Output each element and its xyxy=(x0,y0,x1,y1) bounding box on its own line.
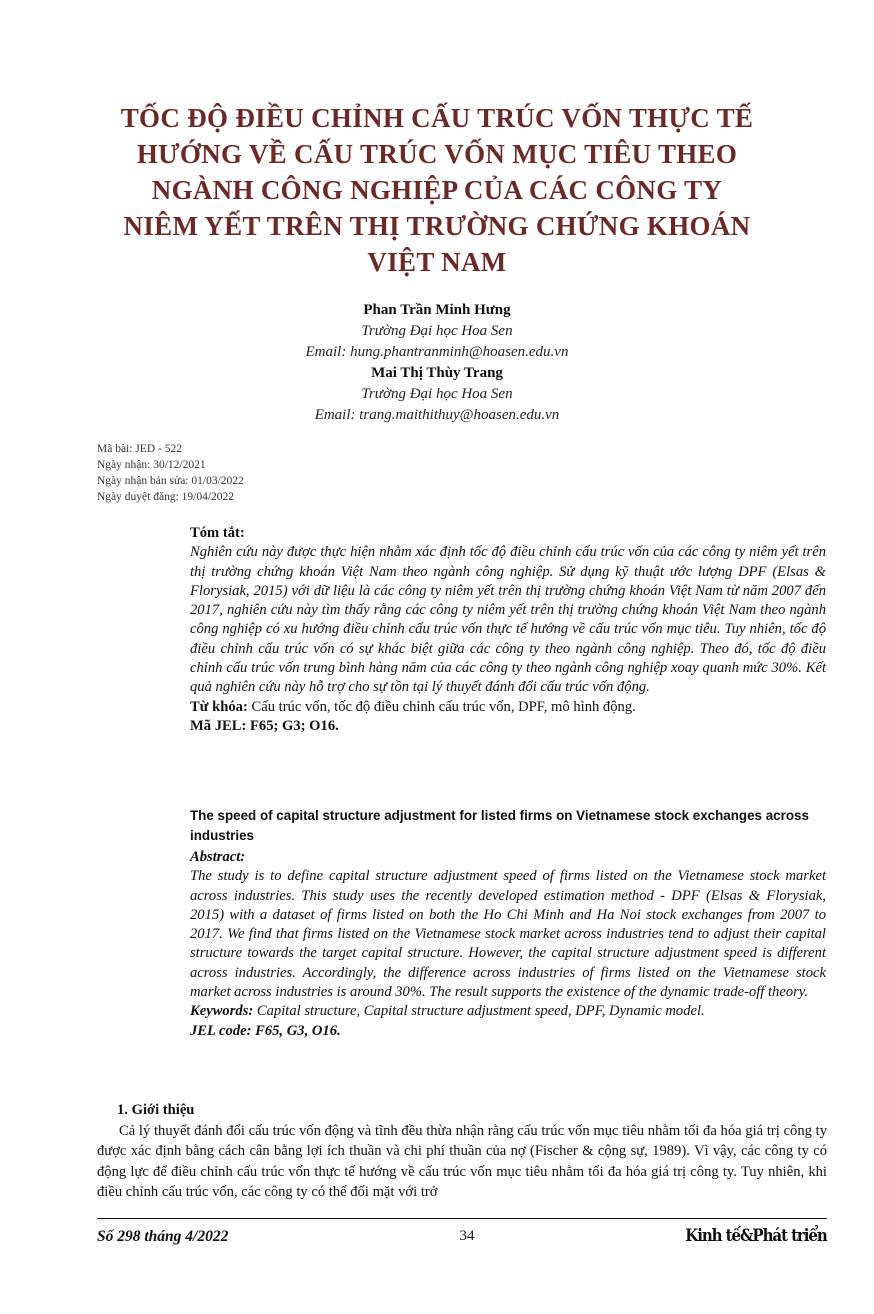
keywords xyxy=(190,699,636,715)
page-footer xyxy=(97,1228,827,1254)
section-heading: 1. Giới thiệu xyxy=(117,1102,195,1118)
abstract-vietnamese xyxy=(190,524,826,736)
author-affiliation: Trường Đại học Hoa Sen xyxy=(361,386,513,402)
abstract-english xyxy=(190,806,826,1041)
paragraph: Cả lý thuyết đánh đổi cấu trúc vốn động và tĩnh đều thừa nhận rằng cấu trúc vốn mục tiêu nhằm tối đa hóa giá trị công ty được xác định bằng cách cân bằng lợi ích thuần và chi phí thuần của nợ (Fischer & cộng sự, 1989). Vì vậy, các công ty có động lực để điều chỉnh cấu trúc vốn thực tế hướng về cấu trúc vốn mục tiêu nhằm tối đa hóa giá trị công ty. Tuy nhiên, khi điều chỉnh cấu trúc vốn, các công ty có thể đối mặt với trở xyxy=(97,1122,827,1200)
author-email: Email: trang.maithithuy@hoasen.edu.vn xyxy=(314,407,560,423)
keywords-text: Capital structure, Capital structure adjustment speed, DPF, Dynamic model. xyxy=(253,1003,705,1020)
title-line: TỐC ĐỘ ĐIỀU CHỈNH CẤU TRÚC VỐN THỰC TẾ xyxy=(120,103,754,133)
jel-code: Mã JEL: F65; G3; O16. xyxy=(190,717,339,734)
date-revised: Ngày nhận bản sửa: 01/03/2022 xyxy=(97,475,244,487)
author-name: Mai Thị Thùy Trang xyxy=(371,365,503,381)
keywords-label: Từ khóa: xyxy=(190,698,248,715)
article-title xyxy=(90,100,784,280)
abstract-body: Nghiên cứu này được thực hiện nhằm xác định tốc độ điều chỉnh cấu trúc vốn của các công ty niêm yết trên thị trường chứng khoán Việt Nam theo ngành công nghiệp. Sử dụng kỹ thuật ước lượng DPF (Elsas & Florysiak, 2015) với dữ liệu là các công ty niêm yết trên thị trường chứng khoán Việt Nam từ năm 2007 đến 2017, nghiên cứu này tìm thấy rằng các công ty niêm yết trên thị trường chứng khoán Việt Nam theo ngành công nghiệp có xu hướng điều chỉnh cấu trúc vốn thực tế hướng về cấu trúc vốn mục tiêu. Tuy nhiên, tốc độ điều chỉnh cấu trúc vốn có sự khác biệt giữa các công ty theo ngành công nghiệp. Theo đó, tốc độ điều chỉnh cấu trúc vốn trung bình hàng năm của các công ty theo ngành công nghiệp xoay quanh mức 30%. Kết quả nghiên cứu này hỗ trợ cho sự tồn tại lý thuyết đánh đổi cấu trúc vốn động. xyxy=(190,544,826,696)
author-email: Email: hung.phantranminh@hoasen.edu.vn xyxy=(305,344,569,360)
article-code: Mã bài: JED - 522 xyxy=(97,443,182,455)
abstract-body: The study is to define capital structure adjustment speed of firms listed on the Vietnamese stock market across industries. This study uses the recently developed estimation method - DPF (Elsas & Florysiak, 2015) with a dataset of firms listed on both the Ho Chi Minh and Ha Noi stock exchanges from 2007 to 2017. We find that firms listed on the Vietnamese stock market across industries tend to adjust their capital structure towards the target capital structure. However, the capital structure adjustment speed is different across industries. Accordingly, the difference across industries of firms listed on the Vietnamese stock market across industries is around 30%. The result supports the existence of the dynamic trade-off theory. xyxy=(190,868,826,1001)
title-line: NIÊM YẾT TRÊN THỊ TRƯỜNG CHỨNG KHOÁN xyxy=(123,211,751,241)
title-line: HƯỚNG VỀ CẤU TRÚC VỐN MỤC TIÊU THEO xyxy=(136,139,738,169)
journal-logo: Kinh tế&Phát triển xyxy=(685,1226,827,1246)
title-line: VIỆT NAM xyxy=(367,247,507,277)
introduction-section xyxy=(97,1100,827,1203)
issue-label: Số 298 tháng 4/2022 xyxy=(97,1228,229,1245)
submission-info xyxy=(97,441,244,505)
author-block xyxy=(0,300,874,426)
footer-divider xyxy=(97,1218,827,1219)
title-line: NGÀNH CÔNG NGHIỆP CỦA CÁC CÔNG TY xyxy=(151,175,723,205)
date-received: Ngày nhận: 30/12/2021 xyxy=(97,459,206,471)
jel-code: JEL code: F65, G3, O16. xyxy=(190,1022,341,1039)
keywords-text: Cấu trúc vốn, tốc độ điều chỉnh cấu trúc vốn, DPF, mô hình động. xyxy=(247,698,636,715)
author-name: Phan Trần Minh Hưng xyxy=(363,302,511,318)
page-number: 34 xyxy=(459,1228,475,1244)
english-title: The speed of capital structure adjustment for listed firms on Vietnamese stock exchanges across industries xyxy=(190,808,809,843)
keywords-label: Keywords: xyxy=(190,1003,254,1020)
date-approved: Ngày duyệt đăng: 19/04/2022 xyxy=(97,491,235,503)
abstract-heading: Tóm tắt: xyxy=(190,525,245,541)
abstract-heading: Abstract: xyxy=(190,849,246,865)
author-affiliation: Trường Đại học Hoa Sen xyxy=(361,323,513,339)
keywords xyxy=(190,1003,705,1019)
